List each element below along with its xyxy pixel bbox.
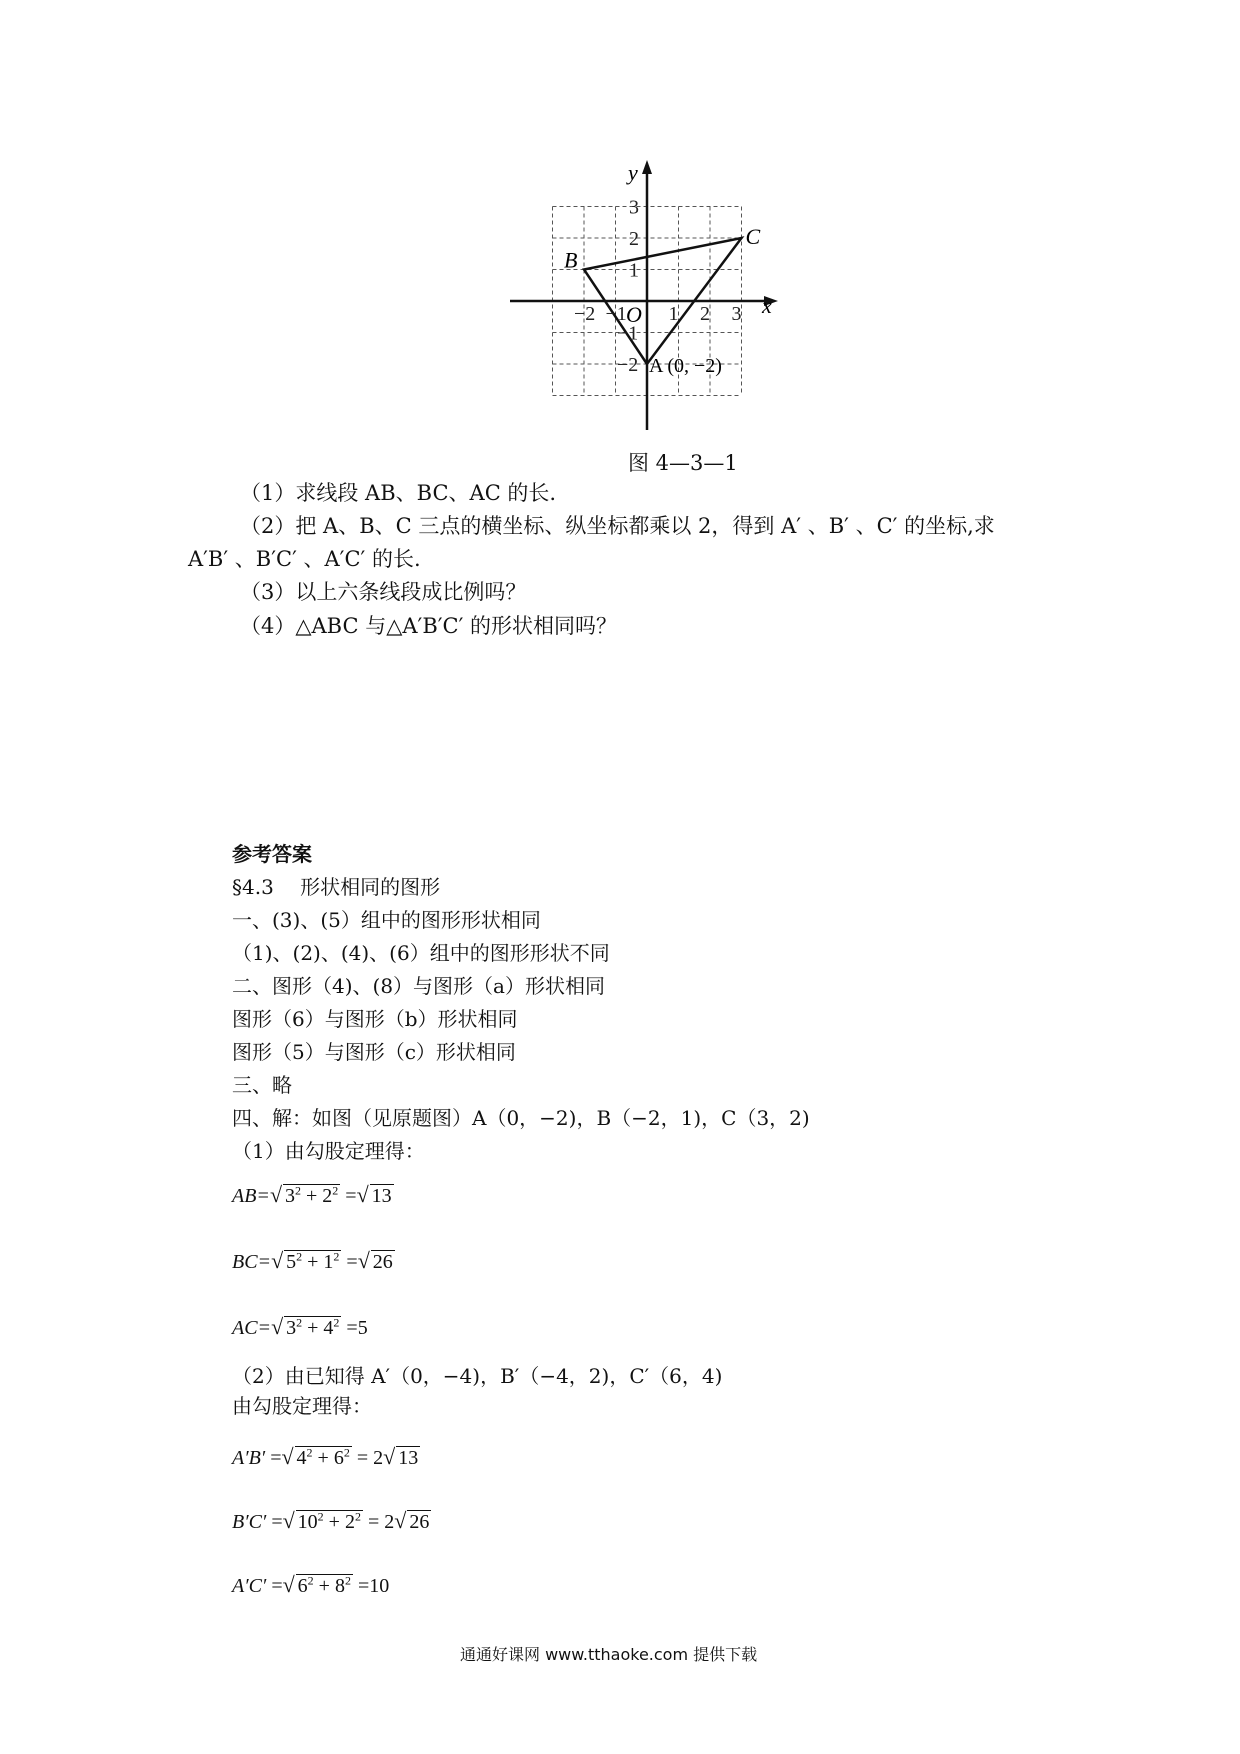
x-tick-label: 1 bbox=[668, 303, 679, 325]
y-tick-label: 2 bbox=[629, 228, 639, 250]
point-label-c: C bbox=[745, 224, 761, 249]
sqrt-icon: √ bbox=[271, 1248, 284, 1273]
question-3: （3）以上六条线段成比例吗？ bbox=[240, 580, 527, 604]
answer-line-3: 二、图形（4)、(8）与图形（a）形状相同 bbox=[232, 974, 605, 998]
sqrt-icon: √ bbox=[281, 1444, 294, 1469]
question-1: （1）求线段 AB、BC、AC 的长. bbox=[240, 481, 557, 505]
x-axis-label: x bbox=[762, 293, 772, 318]
answer-line-6: 三、略 bbox=[232, 1073, 292, 1097]
answer-line-8: （1）由勾股定理得： bbox=[232, 1139, 425, 1163]
question-2: （2）把 A、B、C 三点的横坐标、纵坐标都乘以 2，得到 A′ 、B′ 、C′ 的坐标,求 bbox=[240, 514, 995, 538]
page-footer: 通通好课网 www.tthaoke.com 提供下载 bbox=[460, 1645, 758, 1664]
question-4: （4）△ABC 与△A′B′C′ 的形状相同吗？ bbox=[240, 614, 618, 638]
sqrt-icon: √ bbox=[271, 1314, 284, 1339]
sqrt-icon: √ bbox=[282, 1572, 295, 1597]
x-tick-label: −1 bbox=[605, 303, 627, 325]
equation-ab: AB=√ $3^2 + 2^2$ =√ 13 bbox=[232, 1182, 392, 1207]
sqrt-icon: √ bbox=[357, 1248, 370, 1273]
sqrt-icon: √ bbox=[394, 1508, 407, 1533]
figure-caption: 图 4—3—1 bbox=[628, 451, 738, 475]
x-tick-label: 3 bbox=[731, 303, 742, 325]
answer-part-2-note: 由勾股定理得： bbox=[232, 1394, 372, 1418]
y-axis-label: y bbox=[628, 160, 638, 185]
equation-b1c1: B′C′ =√ $10^2 + 2^2 = 2√$ 26 bbox=[232, 1508, 430, 1533]
answers-title: 参考答案 bbox=[232, 842, 312, 866]
axes bbox=[510, 165, 772, 430]
point-label-a: A (0, −2) bbox=[649, 355, 722, 377]
sqrt-icon: √ bbox=[269, 1182, 283, 1207]
y-tick-label: −1 bbox=[617, 322, 639, 345]
y-tick-label: 3 bbox=[629, 196, 639, 219]
origin-label: O bbox=[626, 302, 642, 327]
answer-part-2: （2）由已知得 A′（0，−4)，B′（−4，2)，C′（6，4) bbox=[232, 1364, 723, 1388]
answers-section: §4.3 形状相同的图形 bbox=[232, 875, 441, 899]
answer-line-4: 图形（6）与图形（b）形状相同 bbox=[232, 1007, 518, 1031]
sqrt-icon: √ bbox=[282, 1508, 295, 1533]
question-2-cont: A′B′ 、B′C′ 、A′C′ 的长. bbox=[188, 547, 421, 571]
x-tick-label: −2 bbox=[574, 303, 596, 325]
equation-a1c1: A′C′ =√ $6^2 + 8^2 =10$ bbox=[232, 1572, 390, 1597]
y-tick-label: −2 bbox=[617, 354, 639, 376]
eq-lhs: AB= bbox=[232, 1185, 270, 1207]
y-tick-label: 1 bbox=[629, 259, 639, 282]
sqrt-icon: √ bbox=[356, 1182, 369, 1207]
x-tick-label: 2 bbox=[700, 303, 710, 325]
answer-line-7: 四、解：如图（见原题图）A（0，−2)，B（−2，1)，C（3，2) bbox=[232, 1106, 810, 1130]
equation-bc: BC=√ $5^2 + 1^2$ =√ 26 bbox=[232, 1248, 393, 1273]
answer-line-1: 一、(3)、(5）组中的图形形状相同 bbox=[232, 908, 541, 932]
answer-line-5: 图形（5）与图形（c）形状相同 bbox=[232, 1040, 516, 1064]
equation-a1b1: A′B′ =√ $4^2 + 6^2 = 2√$ 13 bbox=[232, 1444, 419, 1469]
sqrt-icon: √ bbox=[383, 1444, 396, 1469]
coordinate-figure bbox=[500, 160, 800, 440]
equation-ac: AC=√ $3^2 + 4^2 =5$ bbox=[232, 1314, 368, 1339]
point-label-b: B bbox=[564, 247, 578, 273]
y-axis-arrow bbox=[642, 160, 652, 174]
answer-line-2: （1)、(2)、(4)、(6）组中的图形形状不同 bbox=[232, 941, 610, 965]
